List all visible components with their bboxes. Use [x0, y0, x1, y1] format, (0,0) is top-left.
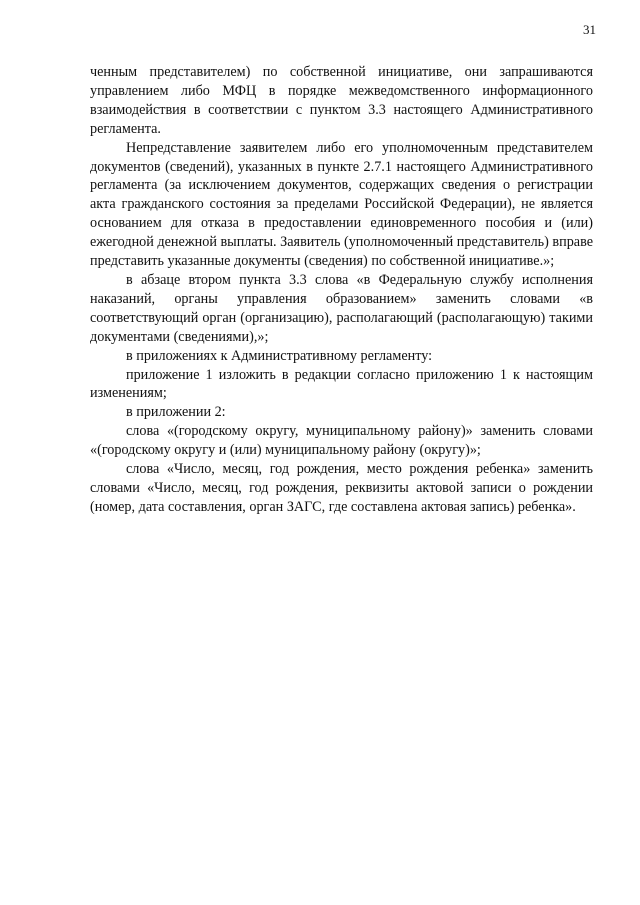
paragraph: слова «Число, месяц, год рождения, место рождения ребенка» заменить словами «Число, месяц, год рождения, реквизиты актовой записи о рождении (номер, дата составления, орган ЗАГС, где составлена актовая запись) ребенка».: [90, 461, 593, 515]
paragraph: в приложении 2:: [126, 404, 226, 421]
paragraph: слова «(городскому округу, муниципальному району)» заменить словами «(городскому округу и (или) муниципальному району (округу)»;: [90, 423, 593, 459]
paragraph: приложение 1 изложить в редакции согласно приложению 1 к настоящим изменениям;: [90, 366, 593, 402]
paragraph: в приложениях к Административному регламенту:: [126, 347, 433, 364]
paragraph: ченным представителем) по собственной инициативе, они запрашиваются управлением либо МФЦ в порядке межведомственного информационного взаимодействия в соответствии с пунктом 3.3 настоящего Административного регламента.: [90, 64, 593, 137]
document-body: [90, 63, 593, 517]
paragraph: в абзаце втором пункта 3.3 слова «в Федеральную службу исполнения наказаний, органы управления образованием» заменить словами «в соответствующий орган (организацию), располагающий (располагающую) такими документами (сведениями),»;: [90, 271, 593, 345]
page-number: 31: [583, 22, 596, 37]
paragraph: Непредставление заявителем либо его уполномоченным представителем документов (сведений), указанных в пункте 2.7.1 настоящего Административного регламента (за исключением документов, содержащих сведения о регистрации акта гражданского состояния за пределами Российской Федерации), не является основанием для отказа в предоставлении единовременного пособия и (или) ежегодной денежной выплаты. Заявитель (уполномоченный представитель) вправе представить указанные документы (сведения) по собственной инициативе.»;: [90, 139, 593, 270]
